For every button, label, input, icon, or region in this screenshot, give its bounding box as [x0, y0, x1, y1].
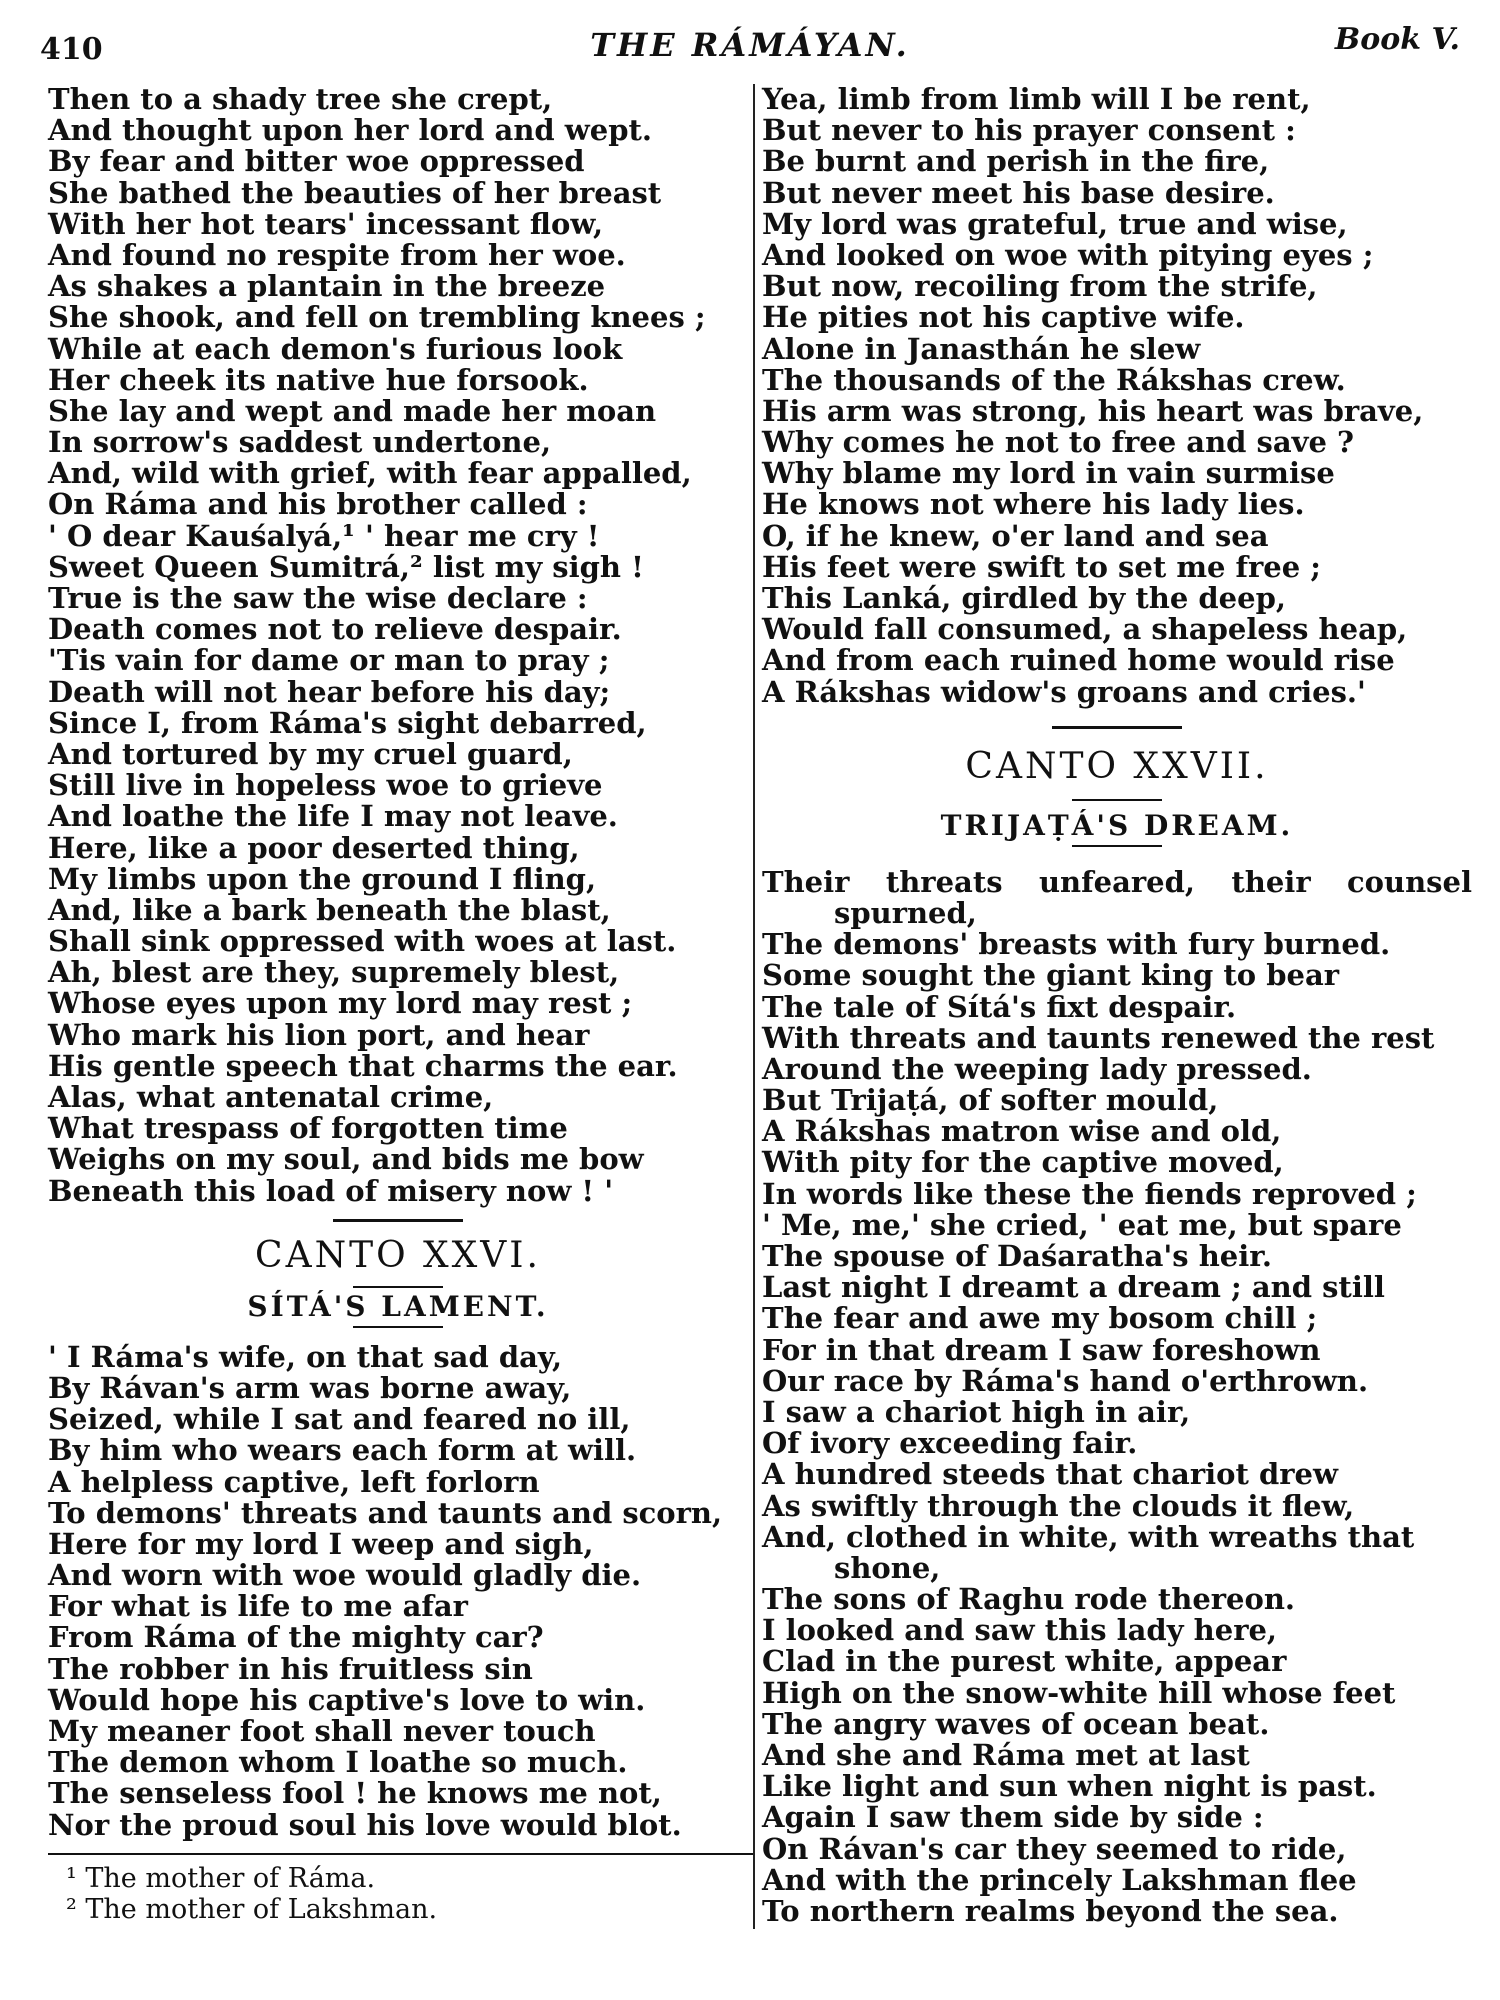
- verse-line: The senseless fool ! he knows me not,: [48, 1776, 662, 1811]
- verse-line: Would hope his captive's love to win.: [48, 1682, 646, 1717]
- verse-line: Beneath this load of misery now ! ': [48, 1173, 614, 1208]
- verse-line: And from each ruined home would rise: [762, 643, 1395, 678]
- verse-line: The fear and awe my bosom chill ;: [762, 1301, 1318, 1336]
- verse-line: But Trijaṭá, of softer mould,: [762, 1083, 1219, 1118]
- verse-line: He knows not where his lady lies.: [762, 487, 1305, 522]
- verse-line: Sweet Queen Sumitrá,² list my sigh !: [48, 549, 644, 584]
- verse-line: Seized, while I sat and feared no ill,: [48, 1402, 631, 1437]
- verse-line: The demon whom I loathe so much.: [48, 1745, 628, 1780]
- verse-line: A helpless captive, left forlorn: [48, 1464, 540, 1499]
- verse-line: And, like a bark beneath the blast,: [48, 892, 611, 927]
- verse-line: But now, recoiling from the strife,: [762, 269, 1318, 304]
- verse-line: She lay and wept and made her moan: [48, 393, 657, 428]
- verse-line: While at each demon's furious look: [48, 331, 623, 366]
- verse-line: ' O dear Kauśalyá,¹ ' hear me cry !: [48, 518, 600, 553]
- word: Their: [762, 864, 850, 899]
- footnote-line: ² The mother of Lakshman.: [66, 1893, 438, 1925]
- verse-line: Be burnt and perish in the fire,: [762, 144, 1270, 179]
- verse-line: And, wild with grief, with fear appalled,: [48, 456, 692, 491]
- verse-line: Her cheek its native hue forsook.: [48, 362, 589, 397]
- verse-line: ' I Ráma's wife, on that sad day,: [48, 1339, 563, 1374]
- verse-line: His feet were swift to set me free ;: [762, 549, 1322, 584]
- verse-line: She shook, and fell on trembling knees ;: [48, 300, 706, 335]
- verse-line: My meaner foot shall never touch: [48, 1714, 596, 1748]
- verse-line: To northern realms beyond the sea.: [762, 1893, 1339, 1928]
- verse-line: As swiftly through the clouds it flew,: [762, 1488, 1355, 1523]
- verse-line: Would fall consumed, a shapeless heap,: [762, 612, 1408, 647]
- verse-line: High on the snow-white hill whose feet: [762, 1675, 1396, 1710]
- verse-line: And thought upon her lord and wept.: [48, 113, 652, 148]
- verse-line: His arm was strong, his heart was brave,: [762, 393, 1424, 428]
- book-label: Book V.: [1334, 22, 1460, 57]
- verse-line: Death will not hear before his day;: [48, 674, 611, 709]
- verse-line: With threats and taunts renewed the rest: [762, 1020, 1435, 1055]
- verse-line: The sons of Raghu rode thereon.: [762, 1582, 1296, 1617]
- verse-line: His gentle speech that charms the ear.: [48, 1048, 678, 1083]
- verse-line: From Ráma of the mighty car?: [48, 1620, 544, 1655]
- verse-line: Who mark his lion port, and hear: [48, 1017, 590, 1052]
- left-verse-top: [48, 84, 748, 1207]
- verse-line: But never to his prayer consent :: [762, 113, 1296, 148]
- verse-line: I saw a chariot high in air,: [762, 1394, 1191, 1429]
- canto-title: CANTO XXVI.: [255, 1234, 541, 1276]
- verse-line: Last night I dreamt a dream ; and still: [762, 1270, 1385, 1305]
- verse-line: And with the princely Lakshman flee: [762, 1862, 1357, 1897]
- right-column: [762, 84, 1472, 1927]
- verse-line: Shall sink oppressed with woes at last.: [48, 924, 677, 959]
- verse-line: Here for my lord I weep and sigh,: [48, 1526, 594, 1561]
- verse-line: On Ráma and his brother called :: [48, 487, 588, 522]
- verse-line: And she and Ráma met at last: [762, 1738, 1250, 1772]
- verse-line: The angry waves of ocean beat.: [762, 1706, 1270, 1741]
- word: counsel: [1347, 864, 1472, 899]
- verse-line: And loathe the life I may not leave.: [48, 799, 618, 834]
- verse-line: ' Me, me,' she cried, ' eat me, but spare: [762, 1207, 1402, 1242]
- verse-line: A hundred steeds that chariot drew: [762, 1457, 1338, 1492]
- verse-line: Alone in Janasthán he slew: [762, 331, 1201, 366]
- canto-subtitle: TRIJAṬÁ'S DREAM.: [940, 808, 1294, 842]
- verse-line: A Rákshas matron wise and old,: [762, 1114, 1282, 1149]
- verse-line: This Lanká, girdled by the deep,: [762, 581, 1286, 615]
- verse-line: True is the saw the wise declare :: [48, 581, 588, 615]
- word: their: [1231, 864, 1311, 899]
- verse-line-continuation: shone,: [834, 1550, 941, 1585]
- right-verse-b: [762, 1584, 1472, 1927]
- verse-line: Still live in hopeless woe to grieve: [48, 768, 603, 803]
- verse-line: By fear and bitter woe oppressed: [48, 144, 585, 179]
- verse-line: In words like these the fiends reproved ;: [762, 1176, 1417, 1211]
- verse-line: A Rákshas widow's groans and cries.': [762, 674, 1366, 709]
- verse-line: And tortured by my cruel guard,: [48, 736, 573, 771]
- verse-line: And looked on woe with pitying eyes ;: [762, 237, 1374, 272]
- word: unfeared,: [1038, 864, 1195, 899]
- verse-line: The tale of Sítá's fixt despair.: [762, 989, 1237, 1024]
- verse-line: To demons' threats and taunts and scorn,: [48, 1495, 723, 1530]
- footnotes: [48, 1863, 748, 1925]
- word: threats: [885, 864, 1003, 899]
- verse-line: With pity for the captive moved,: [762, 1145, 1284, 1180]
- verse-line: My lord was grateful, true and wise,: [762, 206, 1348, 241]
- canto-subtitle: SÍTÁ'S LAMENT.: [247, 1289, 549, 1323]
- verse-line: On Rávan's car they seemed to ride,: [762, 1831, 1347, 1866]
- verse-line: [762, 864, 1472, 899]
- verse-line-continuation: spurned,: [834, 895, 977, 930]
- column-divider: [753, 84, 755, 1929]
- verse-line: Since I, from Ráma's sight debarred,: [48, 705, 647, 740]
- left-verse-bottom: [48, 1339, 748, 1842]
- verse-line: Then to a shady tree she crept,: [48, 82, 553, 116]
- verse-line: Alas, what antenatal crime,: [48, 1080, 494, 1114]
- verse-line: Yea, limb from limb will I be rent,: [762, 82, 1311, 116]
- verse-line: Like light and sun when night is past.: [762, 1769, 1377, 1804]
- verse-line: Here, like a poor deserted thing,: [48, 830, 580, 865]
- verse-line: Weighs on my soul, and bids me bow: [48, 1142, 644, 1177]
- verse-line: What trespass of forgotten time: [48, 1111, 568, 1146]
- verse-line: But never meet his base desire.: [762, 175, 1275, 210]
- verse-line: Ah, blest are they, supremely blest,: [48, 955, 620, 990]
- verse-line: He pities not his captive wife.: [762, 300, 1245, 335]
- verse-line: The thousands of the Rákshas crew.: [762, 362, 1346, 397]
- verse-line: Our race by Ráma's hand o'erthrown.: [762, 1363, 1369, 1398]
- verse-line: 'Tis vain for dame or man to pray ;: [48, 643, 610, 678]
- verse-line: And, clothed in white, with wreaths that: [762, 1519, 1415, 1554]
- verse-line: For in that dream I saw foreshown: [762, 1332, 1321, 1367]
- verse-line: Whose eyes upon my lord may rest ;: [48, 986, 633, 1021]
- verse-line: I looked and saw this lady here,: [762, 1613, 1278, 1648]
- running-title: THE RÁMÁYAN.: [590, 26, 910, 64]
- verse-line: By him who wears each form at will.: [48, 1433, 637, 1468]
- verse-line: And found no respite from her woe.: [48, 237, 626, 272]
- verse-line: O, if he knew, o'er land and sea: [762, 518, 1269, 553]
- verse-line: The demons' breasts with fury burned.: [762, 927, 1391, 962]
- verse-line: And worn with woe would gladly die.: [48, 1558, 642, 1593]
- canto-title: CANTO XXVII.: [965, 745, 1269, 787]
- verse-line: The spouse of Daśaratha's heir.: [762, 1239, 1272, 1273]
- verse-line: As shakes a plantain in the breeze: [48, 269, 606, 304]
- verse-line: Some sought the giant king to bear: [762, 958, 1340, 993]
- right-verse-a: [762, 929, 1472, 1522]
- verse-line: Clad in the purest white, appear: [762, 1644, 1287, 1679]
- verse-line: Again I saw them side by side :: [762, 1800, 1264, 1835]
- verse-line: Around the weeping lady pressed.: [762, 1051, 1312, 1086]
- page-header: [0, 22, 1500, 67]
- verse-line: Of ivory exceeding fair.: [762, 1426, 1138, 1461]
- footnote-line: ¹ The mother of Ráma.: [66, 1862, 376, 1894]
- left-column: [48, 84, 748, 1925]
- verse-line: The robber in his fruitless sin: [48, 1651, 533, 1686]
- right-verse-top: [762, 84, 1472, 708]
- verse-line: In sorrow's saddest undertone,: [48, 425, 552, 460]
- verse-line: By Rávan's arm was borne away,: [48, 1370, 572, 1405]
- verse-line: Why comes he not to free and save ?: [762, 425, 1355, 460]
- verse-line: She bathed the beauties of her breast: [48, 175, 662, 210]
- page-number: 410: [40, 32, 103, 67]
- verse-line: Nor the proud soul his love would blot.: [48, 1807, 682, 1842]
- verse-line: For what is life to me afar: [48, 1589, 468, 1624]
- verse-line: Death comes not to relieve despair.: [48, 612, 622, 647]
- verse-line: Why blame my lord in vain surmise: [762, 456, 1335, 491]
- verse-line: My limbs upon the ground I fling,: [48, 861, 597, 896]
- verse-line: With her hot tears' incessant flow,: [48, 206, 604, 241]
